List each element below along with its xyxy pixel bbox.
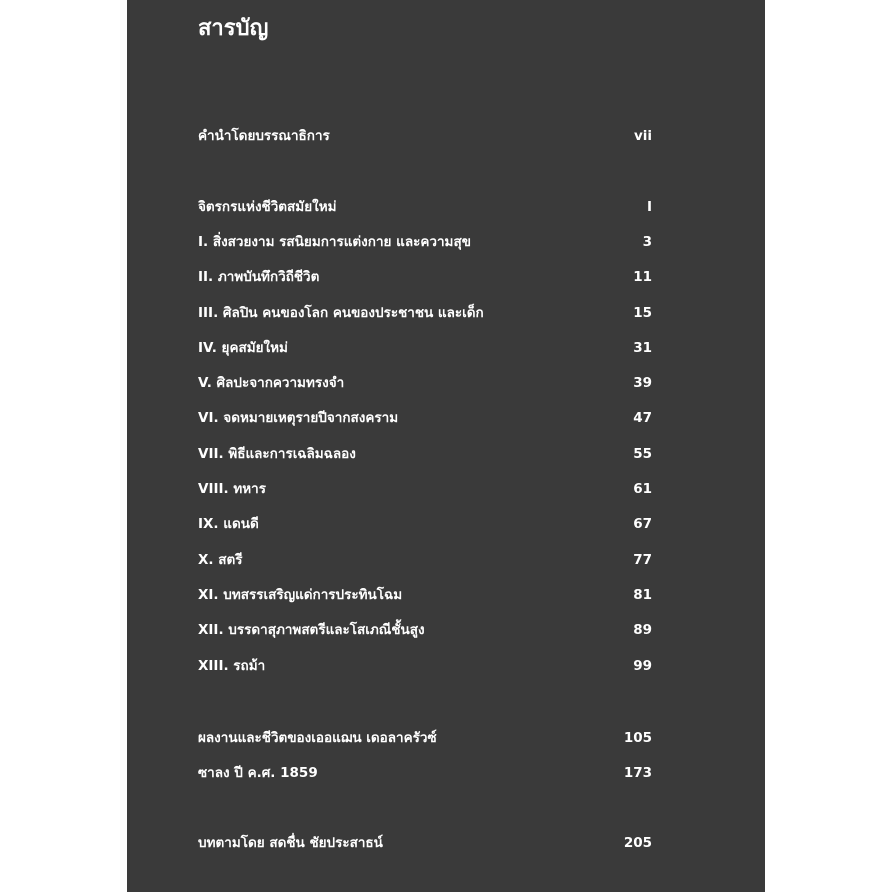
toc-title: สารบัญ (198, 16, 269, 41)
toc-entry-page: 67 (633, 516, 652, 532)
toc-entry-label: X. สตรี (198, 552, 243, 568)
toc-entry-label: จิตรกรแห่งชีวิตสมัยใหม่ (198, 199, 337, 215)
toc-entry-label: I. สิ่งสวยงาม รสนิยมการแต่งกาย และความสุข (198, 234, 471, 250)
toc-entry-page: 55 (633, 446, 652, 462)
toc-entry (198, 196, 652, 218)
toc-entry-page: 81 (633, 587, 652, 603)
toc-entry (198, 337, 652, 359)
toc-entry-label: ซาลง ปี ค.ศ. 1859 (198, 765, 318, 781)
toc-entry (198, 231, 652, 253)
toc-entry-page: 31 (633, 340, 652, 356)
toc-entry-page: 47 (633, 410, 652, 426)
toc-entry-label: XIII. รถม้า (198, 658, 266, 674)
toc-entry-label: IX. แดนดี (198, 516, 259, 532)
toc-entry-label: IV. ยุคสมัยใหม่ (198, 340, 288, 356)
toc-entry-page: 89 (633, 622, 652, 638)
toc-entry (198, 266, 652, 288)
toc-entry-label: XI. บทสรรเสริญแด่การประทินโฉม (198, 587, 403, 603)
toc-entry (198, 584, 652, 606)
toc-entry-label: XII. บรรดาสุภาพสตรีและโสเภณีชั้นสูง (198, 622, 425, 638)
toc-entry (198, 655, 652, 677)
toc-entry-label: คำนำโดยบรรณาธิการ (198, 128, 330, 144)
toc-entry-label: V. ศิลปะจากความทรงจำ (198, 375, 345, 391)
toc-entry (198, 549, 652, 571)
toc-entry-page: 99 (633, 658, 652, 674)
toc-entry (198, 125, 652, 147)
toc-entry-page: 105 (623, 730, 652, 746)
toc-entry-label: VI. จดหมายเหตุรายปีจากสงคราม (198, 410, 399, 426)
toc-entry (198, 372, 652, 394)
toc-entry (198, 832, 652, 854)
toc-entry-label: VIII. ทหาร (198, 481, 266, 497)
toc-entry (198, 762, 652, 784)
toc-entry (198, 407, 652, 429)
toc-entry-page: 61 (633, 481, 652, 497)
toc-entry-page: 173 (623, 765, 652, 781)
toc-entry-label: VII. พิธีและการเฉลิมฉลอง (198, 446, 356, 462)
toc-entry-page: I (646, 199, 652, 215)
toc-entry-page: 39 (633, 375, 652, 391)
toc-entry-page: 15 (633, 305, 652, 321)
toc-entry-label: บทตามโดย สดชื่น ชัยประสาธน์ (198, 835, 383, 851)
toc-entry-label: III. ศิลปิน คนของโลก คนของประชาชน และเด็ก (198, 305, 484, 321)
toc-entry (198, 727, 652, 749)
book-page (127, 0, 765, 892)
toc-entry-page: 77 (633, 552, 652, 568)
toc-entry (198, 302, 652, 324)
toc-entry-page: 3 (642, 234, 652, 250)
toc-entry (198, 619, 652, 641)
toc-entry-page: 11 (633, 269, 652, 285)
toc-entry-page: vii (633, 128, 652, 144)
toc-entry (198, 513, 652, 535)
toc-entry (198, 443, 652, 465)
toc-entry-page: 205 (623, 835, 652, 851)
toc-entry-label: II. ภาพบันทึกวิถีชีวิต (198, 269, 320, 285)
toc-entry-label: ผลงานและชีวิตของเออแฌน เดอลาครัวซ์ (198, 730, 437, 746)
toc-entry (198, 478, 652, 500)
